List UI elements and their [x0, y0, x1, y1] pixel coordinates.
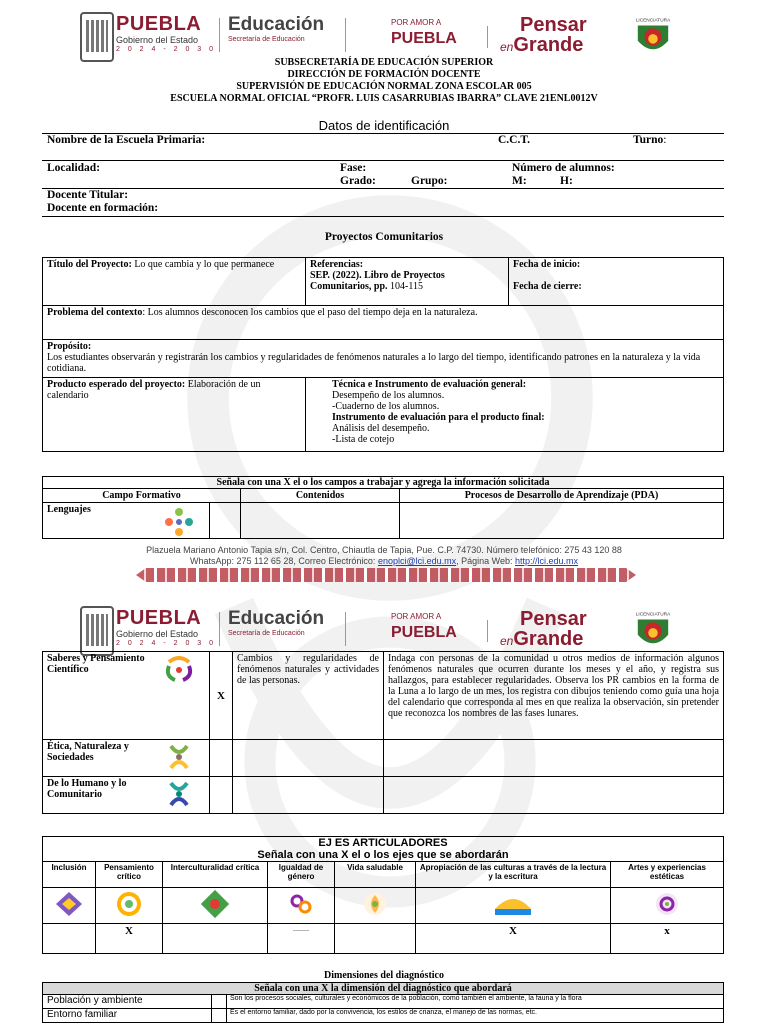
proyectos-title: Proyectos Comunitarios [324, 231, 444, 243]
svg-text:LICENCIATURA: LICENCIATURA [635, 18, 671, 24]
normal-school-logo [634, 14, 672, 58]
dimension-entorno: Entorno familiar [43, 1009, 212, 1023]
entorno-desc: Es el entorno familiar, dado por la convivencia, los estilos de crianza, el manejo de las normas, etc. [227, 1009, 724, 1023]
campo-saberes-cell: Saberes y Pensamiento Científico [43, 652, 210, 740]
educacion-logo: Educación [228, 14, 325, 35]
saberes-contenido[interactable]: Cambios y regularidades de fenómenos naturales y actividades de las personas. [233, 652, 384, 740]
referencias-cell: Referencias: SEP. (2022). Libro de Proyectos Comunitarios, pp. 104-115 [306, 258, 509, 306]
inclusion-icon [53, 889, 85, 919]
eje-artes-header: Artes y experiencias estéticas [611, 862, 724, 888]
eje-inclusion-header: Inclusión [43, 862, 96, 888]
web-link[interactable]: http://lci.edu.mx [514, 556, 579, 566]
campo-lenguajes-cell: Lenguajes [43, 503, 210, 539]
puebla-seal-icon [80, 12, 114, 62]
en-grande-text: enGrande [500, 628, 584, 650]
ejes-title: EJ ES ARTICULADORES Señala con una X el o los ejes que se abordarán [43, 837, 724, 862]
poblacion-desc: Son los procesos sociales, culturales y económicos de la población, como también el ambiente, la fauna y la flora [227, 995, 724, 1009]
ejes-table [42, 836, 724, 954]
saberes-mark[interactable]: X [210, 652, 233, 740]
etica-contenido[interactable] [233, 740, 384, 777]
lectura-icon-cell [416, 888, 611, 924]
pensar-text: Pensar [520, 14, 587, 36]
footer-contact: WhatsApp: 275 112 65 28, Correo Electrónico: enoplci@lci.edu.mx, Página Web: http://lci.edu.mx [189, 556, 579, 566]
normal-school-logo [634, 608, 672, 652]
m-label: M: [512, 175, 527, 187]
titulo-cell: Título del Proyecto: Lo que cambia y lo que permanece [43, 258, 306, 306]
lectura-escritura-icon [491, 889, 535, 919]
lectura-mark[interactable]: X [416, 924, 611, 954]
eje-igualdad-header: Igualdad de género [268, 862, 335, 888]
divider [219, 18, 220, 52]
etica-icon [163, 742, 195, 772]
divider [487, 620, 488, 642]
dimensiones-subtitle: Señala con una X la dimensión del diagnóstico que abordará [43, 983, 724, 995]
saberes-pda[interactable]: Indaga con personas de la comunidad u otros medios de información algunos fenómenos naturales que ocurren durante los meses y el año, y registra sus hallazgos, para establecer regularidades. Observa los PR cambios en la forma de la Luna a lo largo de un mes, los registra con dibujos teniendo como guía una hoja del calendario que corresponda al mes en que realiza la observación, sin pretender que reconozca los nombres de las fases lunares. [384, 652, 724, 740]
campos-table-continued [42, 651, 724, 814]
pda-col-header: Procesos de Desarrollo de Aprendizaje (PDA) [400, 489, 724, 503]
dimension-poblacion: Población y ambiente [43, 995, 212, 1009]
fase-label: Fase: [340, 162, 367, 174]
campo-humano-cell: De lo Humano y lo Comunitario [43, 777, 210, 814]
pensamiento-mark[interactable]: X [96, 924, 163, 954]
igualdad-icon-cell [268, 888, 335, 924]
institution-line: SUBSECRETARÍA DE EDUCACIÓN SUPERIOR [274, 57, 494, 68]
dimensiones-table [42, 982, 724, 1023]
footer-ornament [136, 568, 636, 582]
pensamiento-icon [113, 889, 145, 919]
titular-label: Docente Titular: [47, 189, 129, 201]
educacion-subtitle: Secretaría de Educación [228, 630, 305, 637]
divider [42, 188, 724, 189]
institution-line: DIRECCIÓN DE FORMACIÓN DOCENTE [287, 69, 481, 80]
ident-title: Datos de identificación [318, 118, 450, 133]
humano-contenido[interactable] [233, 777, 384, 814]
etica-mark[interactable] [210, 740, 233, 777]
eje-vida-header: Vida saludable [335, 862, 416, 888]
vida-icon-cell [335, 888, 416, 924]
fechas-cell: Fecha de inicio: Fecha de cierre: [509, 258, 724, 306]
email-link[interactable]: enoplci@lci.edu.mx [377, 556, 457, 566]
divider [345, 612, 346, 646]
igualdad-icon [285, 889, 317, 919]
eje-lectura-header: Apropiación de las culturas a través de la lectura y la escritura [416, 862, 611, 888]
pensar-text: Pensar [520, 608, 587, 630]
por-puebla-text: PUEBLA [391, 624, 457, 641]
puebla-logo: PUEBLA [116, 607, 202, 629]
h-label: H: [560, 175, 573, 187]
en-grande-text: enGrande [500, 34, 584, 56]
inclusion-icon-cell [43, 888, 96, 924]
vida-mark[interactable] [335, 924, 416, 954]
footer-address: Plazuela Mariano Antonio Tapia s/n, Col. Centro, Chiautla de Tapia, Pue. C.P. 74730. Número telefónico: 275 43 120 88 [146, 545, 622, 555]
entorno-mark[interactable] [212, 1009, 227, 1023]
localidad-label: Localidad: [47, 162, 101, 174]
lenguajes-icon [163, 507, 195, 537]
dimensiones-title: Dimensiones del diagnóstico [323, 970, 444, 981]
eje-pensamiento-header: Pensamiento crítico [96, 862, 163, 888]
pensamiento-icon-cell [96, 888, 163, 924]
por-puebla-text: PUEBLA [391, 30, 457, 47]
campo-col-header: Campo Formativo [43, 489, 241, 503]
por-amor-text: POR AMOR A [391, 18, 442, 27]
puebla-years: 2 0 2 4 - 2 0 3 0 [116, 46, 217, 53]
institution-line: ESCUELA NORMAL OFICIAL “PROFR. LUIS CASARRUBIAS IBARRA” CLAVE 21ENL0012V [170, 93, 598, 104]
divider [219, 612, 220, 646]
campos-title: Señala con una X el o los campos a trabajar y agrega la información solicitada [43, 477, 724, 489]
grado-label: Grado: [340, 175, 376, 187]
interculturalidad-icon [199, 889, 231, 919]
divider [487, 26, 488, 48]
alumnos-label: Número de alumnos: [512, 162, 615, 174]
divider [42, 216, 724, 217]
formacion-label: Docente en formación: [47, 202, 159, 214]
problema-cell: Problema del contexto: Los alumnos desconocen los cambios que el paso del tiempo deja en la naturaleza. [43, 306, 724, 340]
igualdad-mark[interactable]: —— [268, 924, 335, 954]
contenidos-col-header: Contenidos [241, 489, 400, 503]
eje-interculturalidad-header: Interculturalidad crítica [163, 862, 268, 888]
artes-icon [651, 889, 683, 919]
educacion-subtitle: Secretaría de Educación [228, 36, 305, 43]
puebla-years: 2 0 2 4 - 2 0 3 0 [116, 640, 217, 647]
producto-cell: Producto esperado del proyecto: Elaboración de un calendario [43, 378, 306, 452]
institution-block [0, 57, 768, 105]
por-amor-text: POR AMOR A [391, 612, 442, 621]
lenguajes-contenido[interactable] [241, 503, 400, 539]
humano-pda[interactable] [384, 777, 724, 814]
institution-line: SUPERVISIÓN DE EDUCACIÓN NORMAL ZONA ESCOLAR 005 [236, 81, 532, 92]
lenguajes-mark[interactable] [210, 503, 241, 539]
humano-mark[interactable] [210, 777, 233, 814]
campos-table [42, 476, 724, 539]
cct-label: C.C.T. [498, 134, 531, 146]
interculturalidad-mark[interactable] [163, 924, 268, 954]
vida-saludable-icon [359, 889, 391, 919]
lenguajes-pda[interactable] [400, 503, 724, 539]
saberes-icon [163, 654, 195, 684]
campo-etica-cell: Ética, Naturaleza y Sociedades [43, 740, 210, 777]
poblacion-mark[interactable] [212, 995, 227, 1009]
interculturalidad-icon-cell [163, 888, 268, 924]
grupo-label: Grupo: [411, 175, 448, 187]
puebla-subtitle: Gobierno del Estado [116, 35, 199, 45]
proposito-cell: Propósito: Los estudiantes observarán y registrarán los cambios y regularidades de fenómenos naturales a lo largo del tiempo, identificando patrones en la naturaleza y la vida cotidiana. [43, 340, 724, 378]
turno-label: Turno: [633, 134, 667, 146]
puebla-seal-icon [80, 606, 114, 656]
evaluacion-cell: Técnica e Instrumento de evaluación general: Desempeño de los alumnos. -Cuaderno de los alumnos. Instrumento de evaluación para el producto final: Análisis del desempeño. -Lista de cotejo [306, 378, 724, 452]
escuela-label: Nombre de la Escuela Primaria: [47, 134, 206, 146]
svg-text:LICENCIATURA: LICENCIATURA [635, 612, 671, 618]
page-footer [0, 545, 768, 567]
puebla-logo: PUEBLA [116, 13, 202, 35]
etica-pda[interactable] [384, 740, 724, 777]
humano-icon [163, 779, 195, 809]
artes-icon-cell [611, 888, 724, 924]
puebla-subtitle: Gobierno del Estado [116, 629, 199, 639]
inclusion-mark[interactable] [43, 924, 96, 954]
divider [42, 160, 724, 161]
divider [345, 18, 346, 52]
educacion-logo: Educación [228, 608, 325, 629]
project-table [42, 257, 724, 452]
artes-mark[interactable]: x [611, 924, 724, 954]
